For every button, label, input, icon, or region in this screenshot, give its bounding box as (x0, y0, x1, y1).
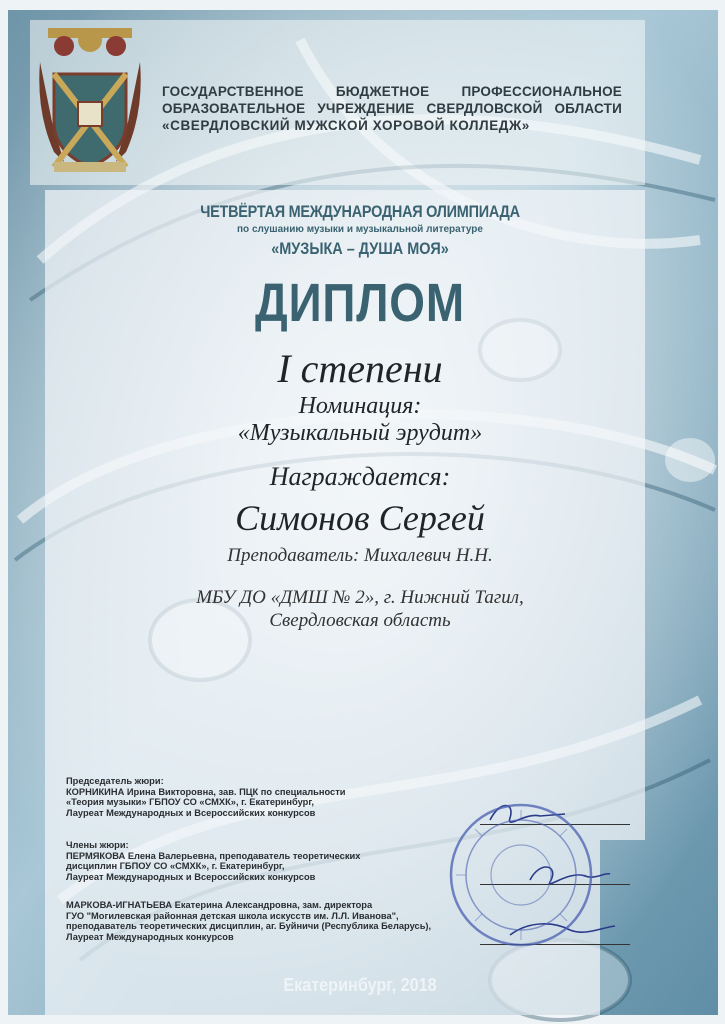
jury-member2-block (66, 900, 486, 942)
school-line-2: Свердловская область (269, 610, 451, 631)
jury-member2-line: МАРКОВА-ИГНАТЬЕВА Екатерина Александровна, зам. директора (66, 900, 373, 910)
jury-member2-line: преподаватель теоретических дисциплин, аг. Буйничи (Республика Беларусь), (66, 921, 432, 932)
jury-chair-label: Председатель жюри: (66, 776, 164, 786)
school-line-1: МБУ ДО «ДМШ № 2», г. Нижний Тагил, (196, 587, 524, 608)
olympiad-name: «МУЗЫКА – ДУША МОЯ» (271, 239, 449, 258)
nomination-label: Номинация: (298, 393, 422, 419)
jury-chair-line: Лауреат Международных и Всероссийских конкурсов (66, 807, 316, 818)
header-line-3: «СВЕРДЛОВСКИЙ МУЖСКОЙ ХОРОВОЙ КОЛЛЕДЖ» (162, 118, 530, 133)
jury-chair-line: КОРНИКИНА Ирина Викторовна, зав. ПЦК по специальности (66, 786, 346, 797)
jury-member1-line: дисциплин ГБПОУ СО «СМХК», г. Екатеринбург, (66, 861, 285, 872)
nomination-value: «Музыкальный эрудит» (237, 420, 483, 446)
olympiad-subtitle: по слушанию музыки и музыкальной литературе (237, 224, 483, 235)
header-line-1: ГОСУДАРСТВЕННОЕ БЮДЖЕТНОЕ ПРОФЕССИОНАЛЬНОЕ (162, 84, 622, 99)
coat-of-arms-icon (34, 22, 146, 177)
footer-city-year: Екатеринбург, 2018 (283, 975, 437, 995)
recipient-name: Симонов Сергей (235, 498, 485, 538)
jury-member1-line: ПЕРМЯКОВА Елена Валерьевна, преподаватель теоретических (66, 850, 361, 861)
jury-chair-block (66, 776, 486, 818)
jury-members-block (66, 840, 486, 882)
jury-member2-line: ГУО "Могилевская районная детская школа искусств им. Л.Л. Иванова", (66, 910, 399, 921)
round-seal-icon (446, 800, 596, 950)
jury-members-label: Члены жюри: (66, 840, 129, 850)
teacher-line: Преподаватель: Михалевич Н.Н. (227, 545, 493, 566)
awarded-label: Награждается: (269, 462, 451, 491)
diploma-degree: I степени (277, 346, 443, 391)
diploma-title: ДИПЛОМ (255, 273, 465, 333)
jury-member2-line: Лауреат Международных конкурсов (66, 931, 234, 942)
jury-chair-line: «Теория музыки» ГБПОУ СО «СМХК», г. Екатеринбург, (66, 797, 314, 808)
jury-member1-line: Лауреат Международных и Всероссийских конкурсов (66, 871, 316, 882)
olympiad-title: ЧЕТВЁРТАЯ МЕЖДУНАРОДНАЯ ОЛИМПИАДА (200, 202, 520, 221)
header-line-2: ОБРАЗОВАТЕЛЬНОЕ УЧРЕЖДЕНИЕ СВЕРДЛОВСКОЙ ОБЛАСТИ (162, 101, 622, 116)
